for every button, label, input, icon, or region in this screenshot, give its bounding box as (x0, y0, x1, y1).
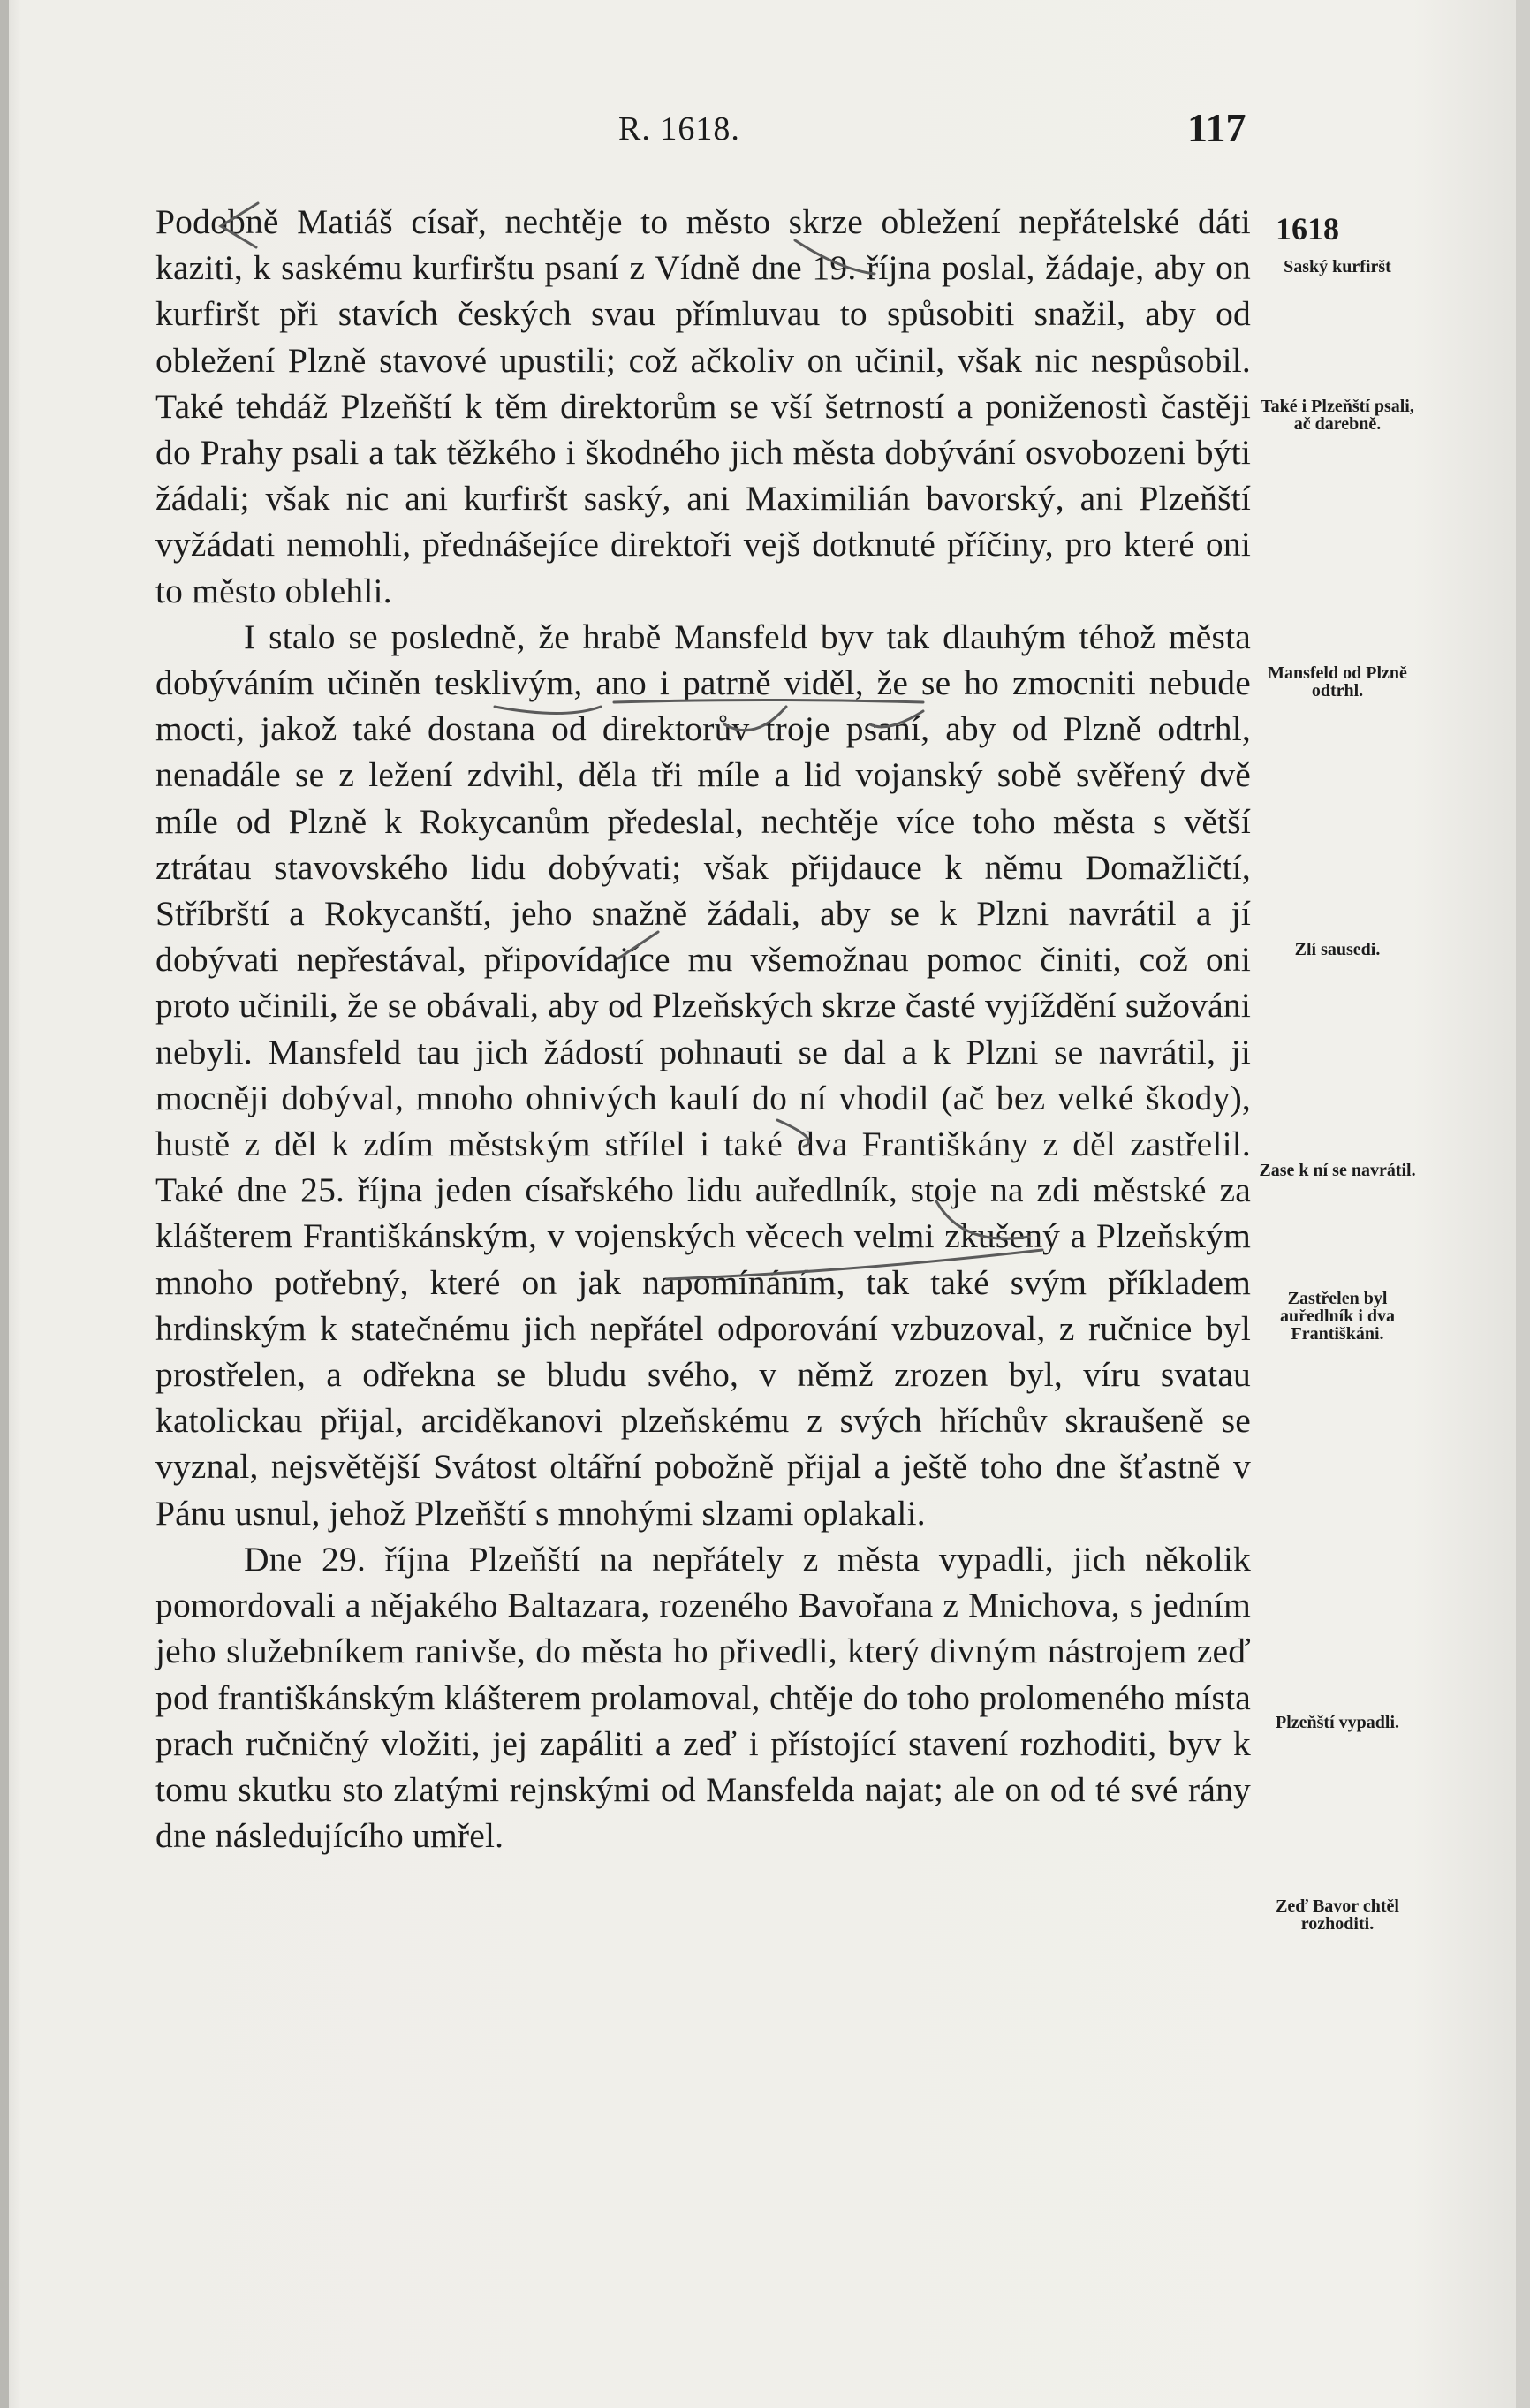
margin-note-mansfeld-withdrew: Mansfeld od Plzně odtrhl. (1268, 663, 1407, 700)
margin-year: 1618 (1276, 211, 1339, 246)
page-edge-right (1516, 0, 1530, 2408)
margin-note-returned: Zase k ní se navrátil. (1259, 1161, 1416, 1180)
page-edge-left (0, 0, 9, 2408)
margin-note-sortie: Plzeňští vypadli. (1275, 1713, 1399, 1732)
paragraph-1: Podobně Matiáš císař, nechtěje to město skrze obležení nepřátelské dáti kaziti, k saskému kurfirštu psaní z Vídně dne 19. října poslal, žádaje, aby on kurfiršt při stavích českých svau přímluvau to spůsobiti snažil, aby od obležení Plzně stavové upustili; což ačkoliv on učinil, však nic nespůsobil. Také tehdáž Plzeňští k těm direktorům se vší šetrností a poniženostì častěji do Prahy psali a tak těžkého i škodného jich města dobývání osvobozeni býti žádali; však nic ani kurfiršt saský, ani Maximilián bavorský, ani Plzeňští vyžádati nemohli, přednášejíce direktoři vejš dotknuté příčiny, pro které oni to město oblehli. (155, 202, 1251, 610)
margin-note-bad-neighbours: Zlí sausedi. (1294, 940, 1381, 959)
margin-note-bavarian-wall: Zeď Bavor chtěl rozhoditi. (1276, 1897, 1399, 1934)
margin-note-saxon-elector: Saský kurfiršt (1284, 257, 1391, 276)
body-text (155, 199, 1251, 1859)
page-number: 117 (1187, 105, 1246, 150)
margin-note-official-shot: Zastřelen byl auředlník i dva Františkáni. (1279, 1289, 1396, 1344)
margin-note-pilsen-wrote: Také i Plzeňští psali, ač darebně. (1261, 397, 1414, 434)
running-head: R. 1618. (618, 110, 740, 148)
paragraph-2: I stalo se posledně, že hrabě Mansfeld byv tak dlauhým téhož města dobýváním učiněn tesklivým, ano i patrně viděl, že se ho zmocniti nebude mocti, jakož také dostana od direktorův troje psaní, aby od Plzně odtrhl, nenadále se z ležení zdvihl, děla tři míle a lid vojanský sobě svěřený dvě míle od Plzně k Rokycanům předeslal, nechtěje více toho města s větší ztrátau stavovského lidu dobývati; však přijdauce k němu Domažličtí, Stříbrští a Rokycanští, jeho snažně žádali, aby se k Plzni navrátil a jí dobývati nepřestával, připovídajíce mu všemožnau pomoc činiti, což oni proto učinili, že se obávali, aby od Plzeňských skrze časté vyjíždění sužováni nebyli. Mansfeld tau jich žádostí pohnauti se dal a k Plzni se navrátil, ji mocněji dobýval, mnoho ohnivých kaulí do ní vhodil (ač bez velké škody), hustě z děl k zdím městským střílel i také dva Františkány z děl zastřelil. Také dne 25. října jeden císařského lidu auředlník, stoje na zdi městské za klášterem Františkánským, v vojenských věcech velmi zkušený a Plzeňským mnoho potřebný, které on jak napomínáním, tak také svým příkladem hrdinským k statečnému jich nepřátel odporování vzbuzoval, z ručnice byl prostřelen, a odřekna se bludu svého, v němž zrozen byl, víru svatau katolickau přijal, arciděkanovi plzeňskému z svých hříchův skraušeně se vyznal, nejsvětější Svátost oltářní pobožně přijal a ještě toho dne šťastně v Pánu usnul, jehož Plzeňští s mnohými slzami oplakali. (155, 617, 1251, 1533)
paragraph-3: Dne 29. října Plzeňští na nepřátely z města vypadli, jich několik pomordovali a nějakého Baltazara, rozeného Bavořana z Mnichova, s jedním jeho služebníkem ranivše, do města ho přivedli, který divným nástrojem zeď pod františkánským klášterem prolamoval, chtěje do toho prolomeného místa prach ručničný vložiti, jej zapáliti a zeď i přístojící stavení rozhoditi, byv k tomu skutku sto zlatými rejnskými od Mansfelda najat; ale on od té své rány dne následujícího umřel. (155, 1539, 1251, 1856)
